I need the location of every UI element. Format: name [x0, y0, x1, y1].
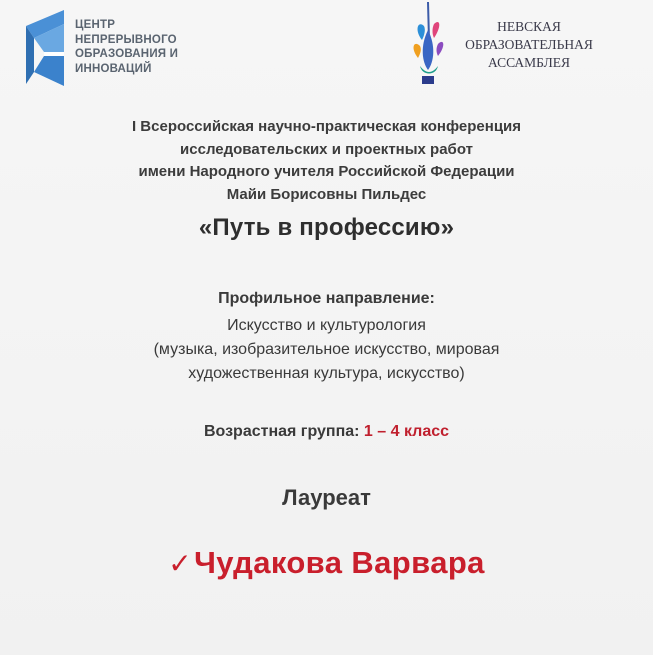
profile-line: художественная культура, искусство)	[188, 365, 465, 382]
cnoi-logo-line: ОБРАЗОВАНИЯ И	[75, 48, 179, 60]
conference-line: Майи Борисовны Пильдес	[226, 185, 427, 203]
age-group	[0, 423, 653, 441]
neva-assembly-logo	[408, 0, 608, 92]
award-title: Лауреат	[282, 485, 371, 510]
cnoi-logo	[20, 8, 180, 88]
age-group-value: 1 – 4 класс	[363, 423, 450, 440]
profile-label: Профильное направление:	[218, 290, 435, 307]
checkmark-icon: ✓	[168, 548, 193, 579]
neva-line: ОБРАЗОВАТЕЛЬНАЯ	[465, 37, 593, 52]
profile-line: (музыка, изобразительное искусство, мировая	[153, 341, 500, 358]
cnoi-logo-line: ИННОВАЦИЙ	[75, 62, 152, 75]
cnoi-logo-line: ЦЕНТР	[75, 19, 116, 31]
conference-description	[0, 116, 653, 206]
neva-line: АССАМБЛЕЯ	[488, 55, 570, 70]
age-group-label: Возрастная группа:	[203, 423, 360, 440]
winner-name: Чудакова Варвара	[194, 545, 485, 580]
flame-figures-icon	[408, 0, 452, 92]
conference-line: имени Народного учителя Российской Федерации	[138, 163, 515, 180]
conference-line: I Всероссийская научно-практическая конференция	[131, 118, 522, 135]
conference-title: «Путь в профессию»	[198, 214, 455, 241]
chevron-book-icon	[20, 8, 76, 88]
cnoi-logo-line: НЕПРЕРЫВНОГО	[75, 33, 177, 46]
profile-value	[0, 314, 653, 386]
conference-line: исследовательских и проектных работ	[180, 140, 473, 158]
neva-assembly-text	[454, 18, 604, 72]
neva-line: НЕВСКАЯ	[497, 19, 561, 34]
winner-name-row	[0, 545, 653, 581]
profile-line: Искусство и культурология	[227, 317, 426, 334]
cnoi-logo-text	[75, 18, 178, 76]
